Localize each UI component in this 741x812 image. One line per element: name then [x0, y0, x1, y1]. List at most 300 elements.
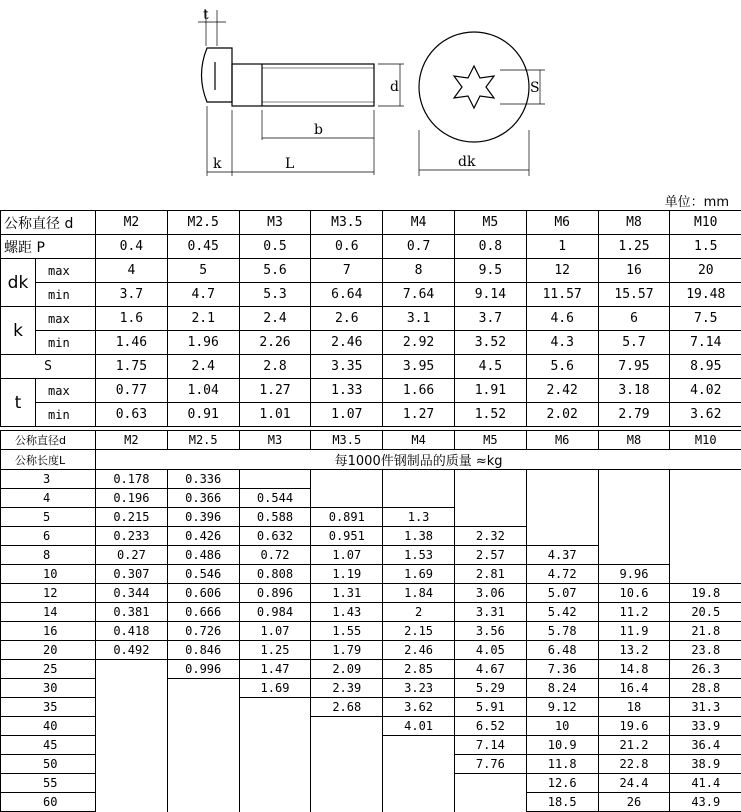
mass-title: 每1000件钢制品的质量 ≈kg: [96, 450, 741, 470]
dk-min-cell: 15.57: [598, 283, 670, 307]
size-header: M8: [598, 211, 670, 235]
mass-cell: 5.07: [526, 584, 598, 603]
screw-drawing: [0, 0, 741, 190]
k-max-cell: 4.6: [526, 307, 598, 331]
mass-cell: 38.9: [670, 755, 741, 774]
mass-cell: 33.9: [670, 717, 741, 736]
pitch-cell: 1.5: [670, 235, 741, 259]
mass-cell: 0.891: [311, 508, 383, 527]
mass-cell: 5.29: [454, 679, 526, 698]
length-cell: 14: [1, 603, 96, 622]
nominal-diameter-label: 公称直径 d: [1, 211, 96, 235]
mass-cell: 1.84: [383, 584, 455, 603]
t-min-cell: 1.27: [383, 403, 455, 427]
mass-cell: 1.79: [311, 641, 383, 660]
mass-cell: 0.72: [239, 546, 311, 565]
mass-cell: 0.381: [96, 603, 168, 622]
table-row: [1, 546, 741, 565]
dk-max-cell: 8: [383, 259, 455, 283]
screw-head-side: [202, 48, 233, 102]
table-row: [1, 489, 741, 508]
pitch-cell: 0.6: [311, 235, 383, 259]
t-min-cell: 3.62: [670, 403, 741, 427]
mass-cell: 5.91: [454, 698, 526, 717]
length-cell: 3: [1, 470, 96, 489]
t-min-row: [1, 403, 741, 427]
mass-cell: 9.12: [526, 698, 598, 717]
pitch-cell: 0.45: [167, 235, 239, 259]
mass-cell: 0.951: [311, 527, 383, 546]
dk-max-cell: 4: [96, 259, 168, 283]
mass-cell: 43.9: [670, 793, 741, 812]
mass-cell: [167, 774, 239, 793]
mass-table: [0, 430, 741, 812]
mass-cell: 1.25: [239, 641, 311, 660]
length-cell: 30: [1, 679, 96, 698]
screw-diagram: [0, 0, 741, 190]
dk-min-cell: 6.64: [311, 283, 383, 307]
mass-cell: [239, 717, 311, 736]
mass-cell: 0.606: [167, 584, 239, 603]
mass-cell: 7.36: [526, 660, 598, 679]
mass-cell: 3.23: [383, 679, 455, 698]
mass-cell: [526, 508, 598, 527]
mass-cell: 1.07: [239, 622, 311, 641]
table-row: [1, 755, 741, 774]
t-max-cell: 1.66: [383, 379, 455, 403]
dk-min-cell: 9.14: [454, 283, 526, 307]
table-row: [1, 736, 741, 755]
mass-cell: [454, 508, 526, 527]
mass-cell: [96, 717, 168, 736]
mass-cell: [239, 774, 311, 793]
torx-recess: [454, 66, 494, 108]
length-cell: 20: [1, 641, 96, 660]
mass-cell: 0.996: [167, 660, 239, 679]
mass-cell: [383, 755, 455, 774]
mass-cell: 3.56: [454, 622, 526, 641]
mass-cell: [239, 698, 311, 717]
mass-cell: 4.72: [526, 565, 598, 584]
size-header: M10: [670, 211, 741, 235]
mass-cell: [598, 470, 670, 489]
k-max-cell: 1.6: [96, 307, 168, 331]
screw-head-top: [419, 32, 529, 142]
mass-cell: 0.418: [96, 622, 168, 641]
size-header: M5: [454, 211, 526, 235]
length-cell: 45: [1, 736, 96, 755]
length-cell: 50: [1, 755, 96, 774]
mass-cell: [383, 736, 455, 755]
mass-cell: 19.6: [598, 717, 670, 736]
mass-cell: [239, 470, 311, 489]
mass-cell: [311, 793, 383, 812]
k-min-cell: 1.96: [167, 331, 239, 355]
k-max-row: [1, 307, 741, 331]
max-label: max: [36, 307, 96, 331]
k-max-cell: 3.7: [454, 307, 526, 331]
dk-min-row: [1, 283, 741, 307]
mass-cell: [239, 755, 311, 774]
table-row: [1, 603, 741, 622]
mass-cell: [96, 698, 168, 717]
header-row: [1, 211, 741, 235]
mass-cell: 0.726: [167, 622, 239, 641]
mass-cell: 36.4: [670, 736, 741, 755]
mass-cell: 10.9: [526, 736, 598, 755]
dk-max-cell: 16: [598, 259, 670, 283]
mass-cell: [526, 527, 598, 546]
mass-cell: [454, 470, 526, 489]
mass-cell: 41.4: [670, 774, 741, 793]
mass-cell: [454, 489, 526, 508]
t-min-cell: 0.63: [96, 403, 168, 427]
mass-cell: 1.55: [311, 622, 383, 641]
s-row: [1, 355, 741, 379]
mass-cell: 10: [526, 717, 598, 736]
mass-cell: 6.48: [526, 641, 598, 660]
min-label: min: [36, 283, 96, 307]
mass-cell: 1.69: [239, 679, 311, 698]
mass-cell: [598, 546, 670, 565]
mass-cell: 0.492: [96, 641, 168, 660]
dk-min-cell: 19.48: [670, 283, 741, 307]
mass-cell: 1.07: [311, 546, 383, 565]
mass-cell: 4.67: [454, 660, 526, 679]
mass-cell: 0.486: [167, 546, 239, 565]
k-min-row: [1, 331, 741, 355]
mass-size-header: M2.5: [167, 431, 239, 450]
length-cell: 4: [1, 489, 96, 508]
mass-cell: 28.8: [670, 679, 741, 698]
t-max-row: [1, 379, 741, 403]
mass-cell: 7.14: [454, 736, 526, 755]
mass-title-row: [1, 450, 741, 470]
mass-cell: 26: [598, 793, 670, 812]
dimension-table: [0, 210, 741, 427]
size-header: M2: [96, 211, 168, 235]
dk-label: dk: [1, 259, 36, 307]
table-row: [1, 717, 741, 736]
k-min-cell: 5.7: [598, 331, 670, 355]
mass-cell: 0.336: [167, 470, 239, 489]
mass-cell: [167, 698, 239, 717]
table-row: [1, 698, 741, 717]
mass-cell: [96, 679, 168, 698]
s-cell: 3.35: [311, 355, 383, 379]
mass-cell: 1.69: [383, 565, 455, 584]
length-cell: 60: [1, 793, 96, 812]
length-cell: 8: [1, 546, 96, 565]
label-L: L: [285, 156, 295, 172]
unit-label: 单位：mm: [664, 195, 729, 210]
mass-cell: [670, 489, 741, 508]
min-label: min: [36, 331, 96, 355]
pitch-cell: 0.8: [454, 235, 526, 259]
k-max-cell: 7.5: [670, 307, 741, 331]
mass-cell: [670, 508, 741, 527]
length-cell: 40: [1, 717, 96, 736]
mass-cell: 3.06: [454, 584, 526, 603]
mass-cell: 0.307: [96, 565, 168, 584]
s-cell: 8.95: [670, 355, 741, 379]
mass-cell: [96, 660, 168, 679]
table-row: [1, 679, 741, 698]
s-cell: 5.6: [526, 355, 598, 379]
t-max-cell: 1.33: [311, 379, 383, 403]
mass-cell: 0.984: [239, 603, 311, 622]
mass-cell: 0.233: [96, 527, 168, 546]
t-min-cell: 1.07: [311, 403, 383, 427]
mass-cell: 2.46: [383, 641, 455, 660]
mass-cell: [167, 717, 239, 736]
mass-cell: 19.8: [670, 584, 741, 603]
t-max-cell: 1.27: [239, 379, 311, 403]
dk-max-cell: 5: [167, 259, 239, 283]
t-min-cell: 2.79: [598, 403, 670, 427]
mass-cell: [167, 755, 239, 774]
label-b: b: [314, 122, 323, 138]
dk-min-cell: 7.64: [383, 283, 455, 307]
dk-max-row: [1, 259, 741, 283]
mass-cell: 0.544: [239, 489, 311, 508]
k-max-cell: 2.6: [311, 307, 383, 331]
dk-min-cell: 3.7: [96, 283, 168, 307]
mass-cell: [670, 527, 741, 546]
length-cell: 6: [1, 527, 96, 546]
t-min-cell: 1.52: [454, 403, 526, 427]
mass-cell: [454, 774, 526, 793]
mass-cell: 3.62: [383, 698, 455, 717]
length-cell: 25: [1, 660, 96, 679]
mass-size-header: M3.5: [311, 431, 383, 450]
mass-cell: 1.47: [239, 660, 311, 679]
mass-cell: [239, 736, 311, 755]
label-S: S: [530, 80, 540, 96]
dk-min-cell: 4.7: [167, 283, 239, 307]
table-row: [1, 565, 741, 584]
t-max-cell: 1.04: [167, 379, 239, 403]
s-cell: 2.4: [167, 355, 239, 379]
mass-cell: [311, 489, 383, 508]
mass-cell: 0.396: [167, 508, 239, 527]
mass-cell: 2.81: [454, 565, 526, 584]
mass-cell: 1.31: [311, 584, 383, 603]
screw-shank: [232, 64, 374, 106]
mass-cell: [670, 546, 741, 565]
t-max-cell: 1.91: [454, 379, 526, 403]
dk-max-cell: 9.5: [454, 259, 526, 283]
size-header: M6: [526, 211, 598, 235]
mass-cell: 1.38: [383, 527, 455, 546]
mass-cell: 0.808: [239, 565, 311, 584]
size-header: M3: [239, 211, 311, 235]
k-max-cell: 3.1: [383, 307, 455, 331]
t-max-cell: 0.77: [96, 379, 168, 403]
mass-cell: [598, 527, 670, 546]
k-max-cell: 2.4: [239, 307, 311, 331]
mass-cell: 0.344: [96, 584, 168, 603]
mass-cell: 21.2: [598, 736, 670, 755]
mass-cell: [383, 793, 455, 812]
mass-header-row: [1, 431, 741, 450]
mass-cell: 0.588: [239, 508, 311, 527]
k-min-cell: 2.46: [311, 331, 383, 355]
mass-cell: 0.896: [239, 584, 311, 603]
mass-cell: 12.6: [526, 774, 598, 793]
dk-max-cell: 20: [670, 259, 741, 283]
mass-cell: 8.24: [526, 679, 598, 698]
dk-min-cell: 11.57: [526, 283, 598, 307]
mass-cell: [383, 470, 455, 489]
t-max-cell: 2.42: [526, 379, 598, 403]
min-label: min: [36, 403, 96, 427]
size-header: M3.5: [311, 211, 383, 235]
mass-cell: [454, 793, 526, 812]
table-row: [1, 774, 741, 793]
mass-cell: [311, 736, 383, 755]
length-cell: 5: [1, 508, 96, 527]
pitch-cell: 0.7: [383, 235, 455, 259]
mass-cell: [167, 679, 239, 698]
mass-cell: 4.05: [454, 641, 526, 660]
mass-cell: 9.96: [598, 565, 670, 584]
mass-cell: 2.57: [454, 546, 526, 565]
label-k: k: [213, 156, 222, 172]
s-cell: 2.8: [239, 355, 311, 379]
k-min-cell: 4.3: [526, 331, 598, 355]
mass-cell: 11.2: [598, 603, 670, 622]
mass-cell: 2.39: [311, 679, 383, 698]
mass-cell: [383, 774, 455, 793]
mass-cell: 24.4: [598, 774, 670, 793]
mass-cell: [311, 470, 383, 489]
pitch-cell: 0.4: [96, 235, 168, 259]
mass-cell: 5.78: [526, 622, 598, 641]
mass-cell: [526, 489, 598, 508]
k-min-cell: 1.46: [96, 331, 168, 355]
mass-cell: 3.31: [454, 603, 526, 622]
mass-cell: [383, 489, 455, 508]
mass-cell: [167, 736, 239, 755]
mass-cell: 18.5: [526, 793, 598, 812]
mass-cell: 13.2: [598, 641, 670, 660]
s-cell: 7.95: [598, 355, 670, 379]
mass-cell: 0.215: [96, 508, 168, 527]
mass-cell: 4.37: [526, 546, 598, 565]
length-cell: 35: [1, 698, 96, 717]
table-row: [1, 622, 741, 641]
pitch-row: [1, 235, 741, 259]
k-min-cell: 2.92: [383, 331, 455, 355]
k-min-cell: 3.52: [454, 331, 526, 355]
mass-cell: 10.6: [598, 584, 670, 603]
mass-cell: 0.666: [167, 603, 239, 622]
t-label: t: [1, 379, 36, 427]
table-row: [1, 793, 741, 812]
mass-cell: 21.8: [670, 622, 741, 641]
mass-cell: [96, 755, 168, 774]
mass-cell: 4.01: [383, 717, 455, 736]
table-row: [1, 508, 741, 527]
mass-cell: [598, 489, 670, 508]
mass-cell: 0.632: [239, 527, 311, 546]
mass-cell: 14.8: [598, 660, 670, 679]
mass-cell: [526, 470, 598, 489]
mass-cell: 11.9: [598, 622, 670, 641]
t-min-cell: 1.01: [239, 403, 311, 427]
mass-cell: 2.09: [311, 660, 383, 679]
pitch-cell: 1: [526, 235, 598, 259]
mass-cell: 7.76: [454, 755, 526, 774]
mass-cell: 0.846: [167, 641, 239, 660]
max-label: max: [36, 379, 96, 403]
table-row: [1, 641, 741, 660]
mass-cell: 1.43: [311, 603, 383, 622]
mass-cell: 31.3: [670, 698, 741, 717]
table-row: [1, 527, 741, 546]
mass-size-header: M6: [526, 431, 598, 450]
mass-cell: [311, 755, 383, 774]
t-min-cell: 2.02: [526, 403, 598, 427]
mass-cell: 6.52: [454, 717, 526, 736]
mass-cell: 0.546: [167, 565, 239, 584]
mass-size-header: M2: [96, 431, 168, 450]
mass-cell: 23.8: [670, 641, 741, 660]
mass-cell: 2.85: [383, 660, 455, 679]
mass-cell: 2: [383, 603, 455, 622]
mass-cell: 11.8: [526, 755, 598, 774]
t-max-cell: 3.18: [598, 379, 670, 403]
mass-cell: 18: [598, 698, 670, 717]
mass-cell: 0.196: [96, 489, 168, 508]
mass-cell: [96, 774, 168, 793]
mass-size-header: M3: [239, 431, 311, 450]
length-cell: 16: [1, 622, 96, 641]
mass-cell: 1.19: [311, 565, 383, 584]
pitch-cell: 0.5: [239, 235, 311, 259]
mass-size-header: M4: [383, 431, 455, 450]
pitch-label: 螺距 P: [1, 235, 96, 259]
mass-cell: 22.8: [598, 755, 670, 774]
mass-size-header: M8: [598, 431, 670, 450]
max-label: max: [36, 259, 96, 283]
size-header: M2.5: [167, 211, 239, 235]
table-row: [1, 584, 741, 603]
mass-cell: [598, 508, 670, 527]
length-cell: 12: [1, 584, 96, 603]
dk-max-cell: 12: [526, 259, 598, 283]
mass-cell: 0.426: [167, 527, 239, 546]
s-cell: 1.75: [96, 355, 168, 379]
mass-cell: [670, 470, 741, 489]
mass-cell: 0.27: [96, 546, 168, 565]
label-dk: dk: [458, 154, 476, 170]
mass-cell: [311, 717, 383, 736]
t-max-cell: 4.02: [670, 379, 741, 403]
mass-cell: 1.3: [383, 508, 455, 527]
mass-cell: 0.178: [96, 470, 168, 489]
s-cell: 4.5: [454, 355, 526, 379]
s-cell: 3.95: [383, 355, 455, 379]
mass-cell: [167, 793, 239, 812]
mass-cell: [311, 774, 383, 793]
mass-cell: 20.5: [670, 603, 741, 622]
size-header: M4: [383, 211, 455, 235]
mass-cell: [96, 736, 168, 755]
length-cell: 55: [1, 774, 96, 793]
mass-size-header: M5: [454, 431, 526, 450]
